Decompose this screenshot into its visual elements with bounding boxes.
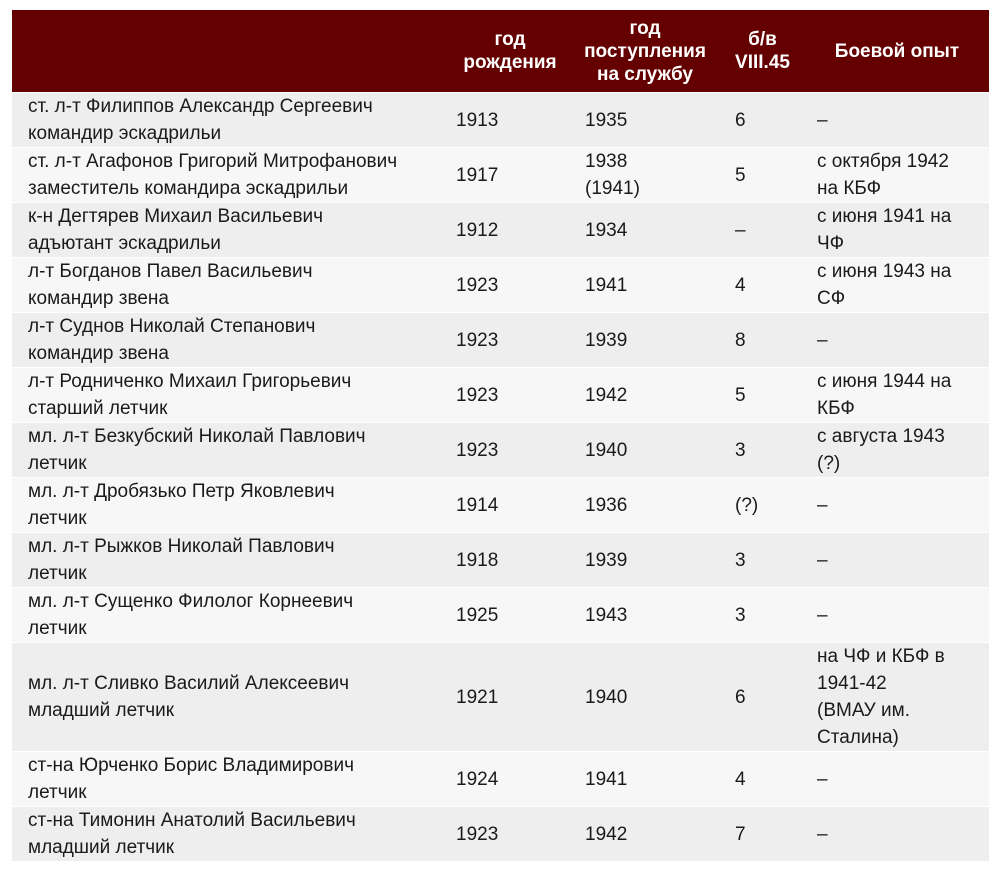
cell-name: л-т Богданов Павел Васильевич командир звена	[28, 261, 313, 309]
table-body	[12, 92, 989, 861]
cell-birth-year: 1923	[456, 439, 499, 461]
cell-name: ст-на Тимонин Анатолий Васильевич младший летчик	[28, 810, 356, 858]
cell-sorties: 3	[735, 439, 746, 461]
cell-birth-year: 1921	[456, 686, 499, 708]
cell-birth-year: 1925	[456, 604, 499, 626]
cell-sorties: 3	[735, 549, 746, 571]
cell-service-year: 1936	[585, 494, 628, 516]
cell-birth-year: 1912	[456, 219, 499, 241]
cell-sorties: 6	[735, 109, 746, 131]
cell-birth-year: 1923	[456, 329, 499, 351]
cell-sorties: 8	[735, 329, 746, 351]
cell-combat-experience: –	[817, 494, 828, 516]
cell-birth-year: 1917	[456, 164, 499, 186]
cell-service-year: 1935	[585, 109, 628, 131]
cell-service-year: 1941	[585, 768, 628, 790]
table-row	[12, 312, 989, 367]
cell-service-year: 1943	[585, 604, 628, 626]
cell-name: л-т Суднов Николай Степанович командир звена	[28, 316, 316, 364]
cell-name: мл. л-т Сущенко Филолог Корнеевич летчик	[28, 591, 354, 639]
cell-name: мл. л-т Сливко Василий Алексеевич младший летчик	[28, 673, 350, 721]
table-row	[12, 147, 989, 202]
cell-service-year: 1939	[585, 329, 628, 351]
cell-birth-year: 1923	[456, 823, 499, 845]
cell-name: мл. л-т Безкубский Николай Павлович летчик	[28, 426, 366, 474]
cell-name: мл. л-т Рыжков Николай Павлович летчик	[28, 536, 335, 584]
table-row	[12, 806, 989, 861]
cell-service-year: 1940	[585, 686, 628, 708]
cell-name: л-т Родниченко Михаил Григорьевич старший летчик	[28, 371, 352, 419]
cell-sorties: –	[735, 219, 746, 241]
cell-name: к-н Дегтярев Михаил Васильевич адъютант эскадрильи	[28, 206, 324, 254]
cell-service-year: 1940	[585, 439, 628, 461]
table-header	[12, 10, 989, 92]
cell-service-year: 1938 (1941)	[585, 151, 640, 199]
table-row	[12, 92, 989, 147]
cell-sorties: (?)	[735, 494, 759, 516]
cell-sorties: 6	[735, 686, 746, 708]
cell-combat-experience: с июня 1941 на ЧФ	[817, 206, 952, 254]
header-combat-experience: Боевой опыт	[834, 40, 960, 62]
cell-name: ст-на Юрченко Борис Владимирович летчик	[28, 755, 354, 803]
table-row	[12, 532, 989, 587]
cell-combat-experience: –	[817, 549, 828, 571]
cell-birth-year: 1914	[456, 494, 499, 516]
cell-combat-experience: –	[817, 768, 828, 790]
cell-name: мл. л-т Дробязько Петр Яковлевич летчик	[28, 481, 335, 529]
header-sorties: б/в VIII.45	[735, 29, 790, 73]
cell-birth-year: 1913	[456, 109, 499, 131]
table-row	[12, 257, 989, 312]
cell-service-year: 1942	[585, 384, 628, 406]
table-row	[12, 202, 989, 257]
table-row	[12, 367, 989, 422]
pilots-table	[12, 10, 989, 861]
cell-birth-year: 1918	[456, 549, 499, 571]
cell-service-year: 1939	[585, 549, 628, 571]
cell-sorties: 5	[735, 164, 746, 186]
cell-service-year: 1942	[585, 823, 628, 845]
table-row	[12, 751, 989, 806]
cell-combat-experience: с июня 1944 на КБФ	[817, 371, 952, 419]
cell-sorties: 5	[735, 384, 746, 406]
cell-birth-year: 1923	[456, 274, 499, 296]
cell-sorties: 3	[735, 604, 746, 626]
table-row	[12, 422, 989, 477]
cell-name: ст. л-т Филиппов Александр Сергеевич командир эскадрильи	[28, 96, 373, 144]
header-name	[12, 10, 450, 92]
header-birth-year: год рождения	[463, 29, 557, 73]
cell-combat-experience: –	[817, 604, 828, 626]
cell-service-year: 1941	[585, 274, 628, 296]
cell-combat-experience: с июня 1943 на СФ	[817, 261, 952, 309]
cell-combat-experience: –	[817, 109, 828, 131]
table-row	[12, 587, 989, 642]
cell-birth-year: 1923	[456, 384, 499, 406]
table-row	[12, 642, 989, 751]
header-service-year: год поступления на службу	[584, 17, 706, 85]
cell-service-year: 1934	[585, 219, 628, 241]
cell-sorties: 7	[735, 823, 746, 845]
table-row	[12, 477, 989, 532]
cell-name: ст. л-т Агафонов Григорий Митрофанович заместитель командира эскадрильи	[28, 151, 398, 199]
cell-combat-experience: с октября 1942 на КБФ	[817, 151, 949, 199]
cell-sorties: 4	[735, 768, 746, 790]
cell-sorties: 4	[735, 274, 746, 296]
cell-combat-experience: –	[817, 329, 828, 351]
cell-combat-experience: –	[817, 823, 828, 845]
cell-birth-year: 1924	[456, 768, 499, 790]
cell-combat-experience: с августа 1943 (?)	[817, 426, 945, 474]
cell-combat-experience: на ЧФ и КБФ в 1941-42 (ВМАУ им. Сталина)	[817, 646, 945, 748]
